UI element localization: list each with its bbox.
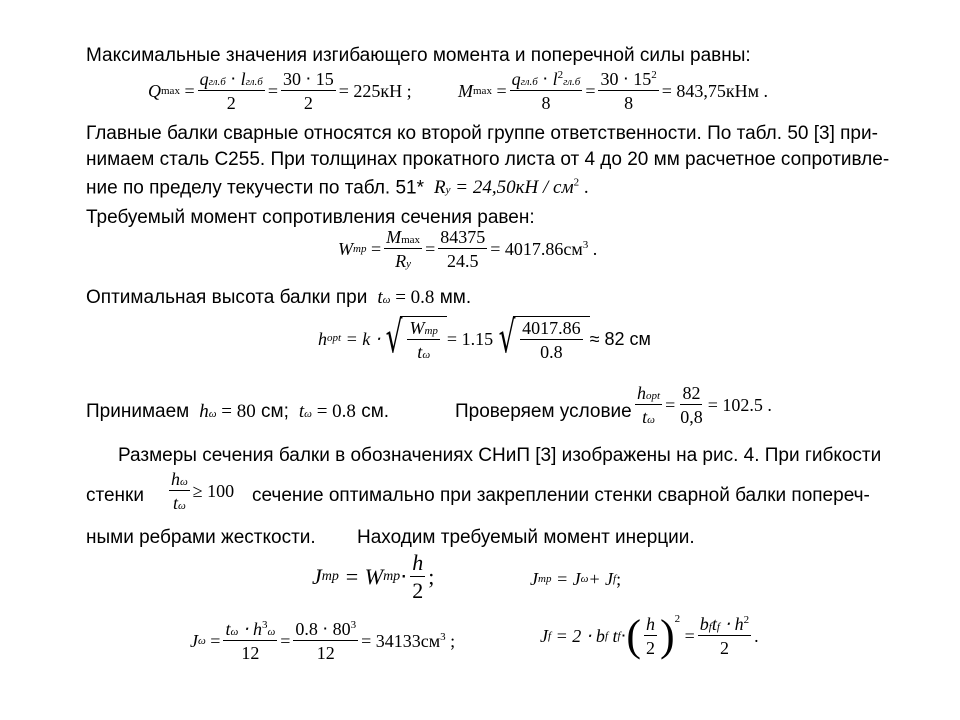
paragraph-2-line-3b: Находим требуемый момент инерции. — [357, 527, 695, 548]
w-equation: W тр = $\frac{Mmax}{Ry}$ = $\frac{84375}{24.5}$ = $4017.86см^3$ . — [338, 227, 598, 271]
paragraph-2-line-1: Размеры сечения балки в обозначениях СНиП [3] изображены на рис. 4. При гибкости — [118, 445, 882, 466]
check-condition-text: Проверяем условие — [455, 401, 632, 422]
optimal-height-text: Оптимальная высота балки при tω = 0.8 мм. — [86, 287, 472, 308]
paragraph-1-line-3: ние по пределу текучести по табл. 51* $Ry = 24,50кН / см^2$ . — [86, 177, 589, 199]
paragraph-2-line-2: сечение оптимально при закреплении стенки сварной балки попереч- — [252, 485, 870, 506]
paragraph-2-stenki: стенки — [86, 485, 144, 506]
paragraph-2-line-3a: ными ребрами жесткости. — [86, 527, 316, 548]
w-intro-text: Требуемый момент сопротивления сечения равен: — [86, 207, 535, 228]
accept-text: Принимаем hω = 80 см; tω = 0.8 см. — [86, 401, 390, 422]
q-max-equation: Q max = $\frac{\text{qгл.б ⋅ lгл.б}}{2}$ = $\frac{30 \cdot 15}{2}$ = 225кН ; — [148, 69, 412, 113]
m-max-equation: M max = $\frac{qгл.б \cdot l^2гл.б}{8}$ = $\frac{30 \cdot 15^2}{8}$ = 843,75кНм . — [458, 69, 769, 113]
intro-text: Максимальные значения изгибающего момента и поперечной силы равны: — [86, 45, 751, 66]
j-f-equation: J f = 2 ⋅ b f t f ⋅ ( $\frac{h}{2}$ ) $^2$ = $\frac{bftf \cdot h^2}{2}$ . — [540, 611, 759, 660]
h-opt-equation: h opt = k ⋅ √ $\frac{\text{Wтр}}{t\omega}$ = 1.15 √ $\frac{4017.86}{0.8}$ ≈ 82 см — [318, 312, 651, 363]
paragraph-1-line-1: Главные балки сварные относятся ко второй группе ответственности. По табл. 50 [3] при- — [86, 123, 878, 144]
flexibility-condition: $\frac{h\omega}{t\omega}$ ≥ 100 — [171, 469, 235, 513]
j-mp-equation: J mp = W mp ⋅ $\frac{h}{2}$ ; — [312, 550, 435, 603]
j-tp-sum-equation: J тр = J ω + J f ; — [530, 569, 622, 589]
j-omega-equation: J ω = $\frac{t\omega \cdot h^3\omega}{12}$ = $\frac{0.8 \cdot 80^3}{12}$ = $34133см^3$ ; — [190, 619, 456, 663]
paragraph-1-line-2: нимаем сталь С255. При толщинах прокатного листа от 4 до 20 мм расчетное сопротивле- — [86, 149, 890, 170]
check-equation: $\frac{\text{hopt}}{t\omega}$ = $\frac{82}{0,8}$ = 102.5 . — [637, 383, 772, 427]
